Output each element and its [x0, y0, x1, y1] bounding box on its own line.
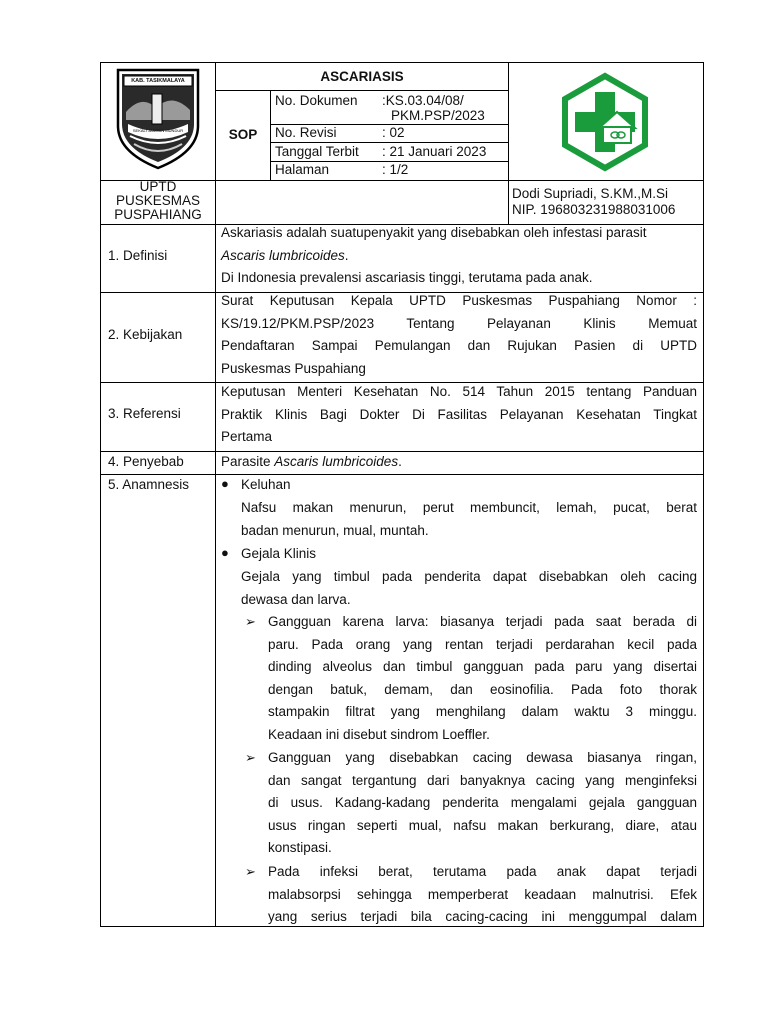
- item-line: dinding alveolus dan timbul gangguan pada paru yang disertai: [268, 659, 697, 674]
- gejala-title: Gejala Klinis: [241, 546, 317, 561]
- species-name: Ascaris lumbricoides: [221, 247, 345, 263]
- gejala-item-3: [268, 861, 697, 929]
- section-content-kebijakan: [221, 290, 697, 380]
- kebijakan-line: Puskesmas Puspahiang: [221, 360, 366, 376]
- section-label-anamnesis: 5. Anamnesis: [108, 477, 190, 492]
- logo-motto-text: SEKALI JANGAN MUNDUR: [132, 128, 184, 133]
- puskesmas-logo: [555, 72, 655, 172]
- definisi-punct: .: [344, 247, 349, 263]
- field-label-dokumen: No. Dokumen: [275, 93, 358, 108]
- section-label-definisi: 1. Definisi: [108, 248, 168, 263]
- kebijakan-line: Surat Keputusan Kepala UPTD Puskesmas Puspahiang Nomor :: [221, 293, 697, 308]
- field-label-halaman: Halaman: [275, 162, 330, 177]
- kebijakan-line: Pendaftaran Sampai Pemulangan dan Rujukan Pasien di UPTD: [221, 338, 697, 353]
- penyebab-text: Parasite: [221, 454, 275, 469]
- kabupaten-logo: [112, 64, 204, 176]
- kebijakan-line: KS/19.12/PKM.PSP/2023 Tentang Pelayanan Klinis Memuat: [221, 315, 697, 331]
- signer-name: Dodi Supriadi, S.KM.,M.Si: [512, 186, 669, 201]
- bullet-dot-icon: ●: [221, 476, 229, 491]
- keluhan-title: Keluhan: [241, 477, 291, 492]
- org-line: UPTD: [139, 179, 177, 194]
- item-line: Keadaan ini disebut sindrom Loeffler.: [268, 726, 490, 742]
- species-name: Ascaris lumbricoides: [274, 454, 399, 469]
- item-line: usus ringan seperti mual, nafsu makan berkurang, diare, atau: [268, 817, 697, 833]
- penyebab-punct: .: [398, 454, 402, 469]
- field-value-halaman: : 1/2: [382, 162, 409, 177]
- definisi-line: Askariasis adalah suatupenyakit yang disebabkan oleh infestasi parasit: [221, 225, 647, 240]
- referensi-line: Keputusan Menteri Kesehatan No. 514 Tahun 2015 tentang Panduan: [221, 384, 697, 399]
- arrow-bullet-icon: ➢: [245, 750, 256, 765]
- item-line: Gangguan karena larva: biasanya terjadi pada saat berada di: [268, 614, 697, 629]
- page-title: ASCARIASIS: [320, 69, 404, 84]
- field-value-dokumen: :KS.03.04/08/: [382, 93, 464, 108]
- gejala-line: dewasa dan larva.: [241, 591, 351, 607]
- signer-nip: NIP. 196803231988031006: [512, 202, 676, 217]
- gejala-item-2: [268, 747, 697, 860]
- gejala-item-1: [268, 611, 697, 746]
- gejala-body: [241, 566, 697, 611]
- section-label-kebijakan: 2. Kebijakan: [108, 327, 183, 342]
- item-line: paru. Pada orang yang rentan terjadi perdarahan kecil pada: [268, 636, 697, 652]
- referensi-line: Praktik Klinis Bagi Dokter Di Fasilitas Pelayanan Kesehatan Tingkat: [221, 406, 697, 422]
- item-line: stampakin filtrat yang menghilang dalam waktu 3 minggu.: [268, 704, 697, 719]
- sop-label: SOP: [228, 127, 258, 142]
- logo-top-text: KAB. TASIKMALAYA: [131, 78, 185, 84]
- keluhan-body: [241, 497, 697, 542]
- definisi-line: [221, 245, 697, 268]
- referensi-line: Pertama: [221, 429, 273, 444]
- item-line: dan sangat tergantung dari banyaknya cacing yang menginfeksi: [268, 772, 697, 788]
- item-line: Pada infeksi berat, terutama pada anak dapat terjadi: [268, 864, 697, 879]
- section-label-penyebab: 4. Penyebab: [108, 454, 184, 469]
- org-name: [101, 180, 215, 222]
- section-label-referensi: 3. Referensi: [108, 406, 181, 421]
- bullet-dot-icon: ●: [221, 545, 229, 560]
- org-line: PUSKESMAS: [115, 193, 201, 208]
- org-line: PUSPAHIANG: [114, 207, 202, 222]
- field-label-revisi: No. Revisi: [275, 125, 337, 140]
- item-line: Gangguan yang disebabkan cacing dewasa biasanya ringan,: [268, 750, 697, 765]
- item-line: di usus. Kadang-kadang penderita mengalami gejala gangguan: [268, 795, 697, 810]
- item-line: dengan batuk, demam, dan eosinofilia. Pada foto thorak: [268, 681, 697, 697]
- item-line: malabsorpsi sehingga memperberat keadaan malnutrisi. Efek: [268, 886, 697, 902]
- arrow-bullet-icon: ➢: [245, 864, 256, 879]
- field-value-tanggal: : 21 Januari 2023: [382, 144, 487, 159]
- keluhan-line: Nafsu makan menurun, perut membuncit, lemah, pucat, berat: [241, 500, 697, 515]
- section-content-definisi: [221, 222, 697, 290]
- item-line: konstipasi.: [268, 840, 332, 855]
- keluhan-line: badan menurun, mual, muntah.: [241, 522, 429, 538]
- field-value-dokumen-line2: PKM.PSP/2023: [391, 108, 485, 123]
- field-label-tanggal: Tanggal Terbit: [275, 144, 359, 159]
- definisi-line: Di Indonesia prevalensi ascariasis tinggi, terutama pada anak.: [221, 270, 593, 285]
- arrow-bullet-icon: ➢: [245, 614, 256, 629]
- signer-block: [512, 186, 702, 218]
- field-value-revisi: : 02: [382, 125, 405, 140]
- item-line: yang serius terjadi bila cacing-cacing ini menggumpal dalam: [268, 909, 697, 924]
- section-content-referensi: [221, 381, 697, 449]
- section-content-penyebab: [221, 454, 697, 469]
- gejala-line: Gejala yang timbul pada penderita dapat disebabkan oleh cacing: [241, 569, 697, 584]
